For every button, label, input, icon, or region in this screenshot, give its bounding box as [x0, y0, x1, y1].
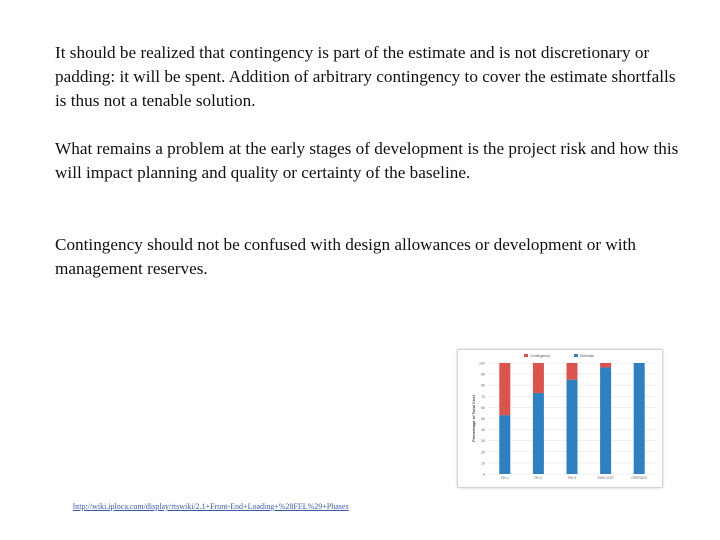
contingency-chart — [457, 349, 663, 488]
y-tick-label: 80 — [481, 383, 485, 388]
source-link[interactable]: http://wiki.iploca.com/display/rtswiki/2.1+Front-End+Loading+%28FEL%29+Phases — [73, 502, 349, 511]
bar-estimate-fel2 — [533, 393, 544, 474]
y-tick-label: 30 — [481, 439, 485, 444]
y-tick-label: 60 — [481, 405, 485, 410]
bar-contingency-fel1 — [499, 363, 510, 415]
y-tick-label: 50 — [481, 417, 485, 421]
y-tick-label: 40 — [481, 428, 485, 433]
y-axis-label: Percentage of Total Cost — [471, 395, 476, 442]
bar-estimate-operate — [634, 363, 645, 474]
x-tick-label: FEL1 — [500, 476, 509, 480]
y-tick-label: 100 — [479, 361, 485, 366]
legend-swatch — [574, 354, 578, 357]
y-tick-label: 90 — [481, 372, 485, 377]
bar-estimate-fel3 — [567, 380, 578, 474]
bar-contingency-fel3 — [567, 363, 578, 380]
x-tick-label: FEL3 — [567, 476, 577, 480]
paragraph-project-risk: What remains a problem at the early stages of development is the project risk and how this will impact planning and quality or certainty of the baseline. — [55, 139, 679, 182]
bar-contingency-execute — [600, 363, 611, 367]
contingency-chart-svg — [458, 350, 662, 487]
legend-label: Contingency — [530, 354, 550, 358]
y-tick-label: 10 — [481, 461, 485, 466]
x-tick-label: OPERATE — [631, 476, 648, 480]
paragraph-design-allowances: Contingency should not be confused with design allowances or development or with management reserves. — [55, 235, 636, 278]
y-tick-label: 20 — [481, 450, 485, 455]
x-tick-label: EXECUTE — [597, 476, 614, 480]
paragraph-contingency-part-of-estimate: It should be realized that contingency is part of the estimate and is not discretionary or padding: it will be spent. Addition of arbitrary contingency to cover the estimate shortfalls is thus not a tenable solution. — [55, 43, 676, 110]
bar-estimate-execute — [600, 367, 611, 474]
bar-contingency-fel2 — [533, 363, 544, 393]
legend-label: Estimate — [580, 354, 594, 358]
legend-swatch — [524, 354, 528, 357]
y-tick-label: 70 — [481, 394, 485, 399]
x-tick-label: FEL2 — [534, 476, 543, 480]
y-tick-label: 0 — [483, 472, 485, 477]
bar-estimate-fel1 — [499, 415, 510, 474]
